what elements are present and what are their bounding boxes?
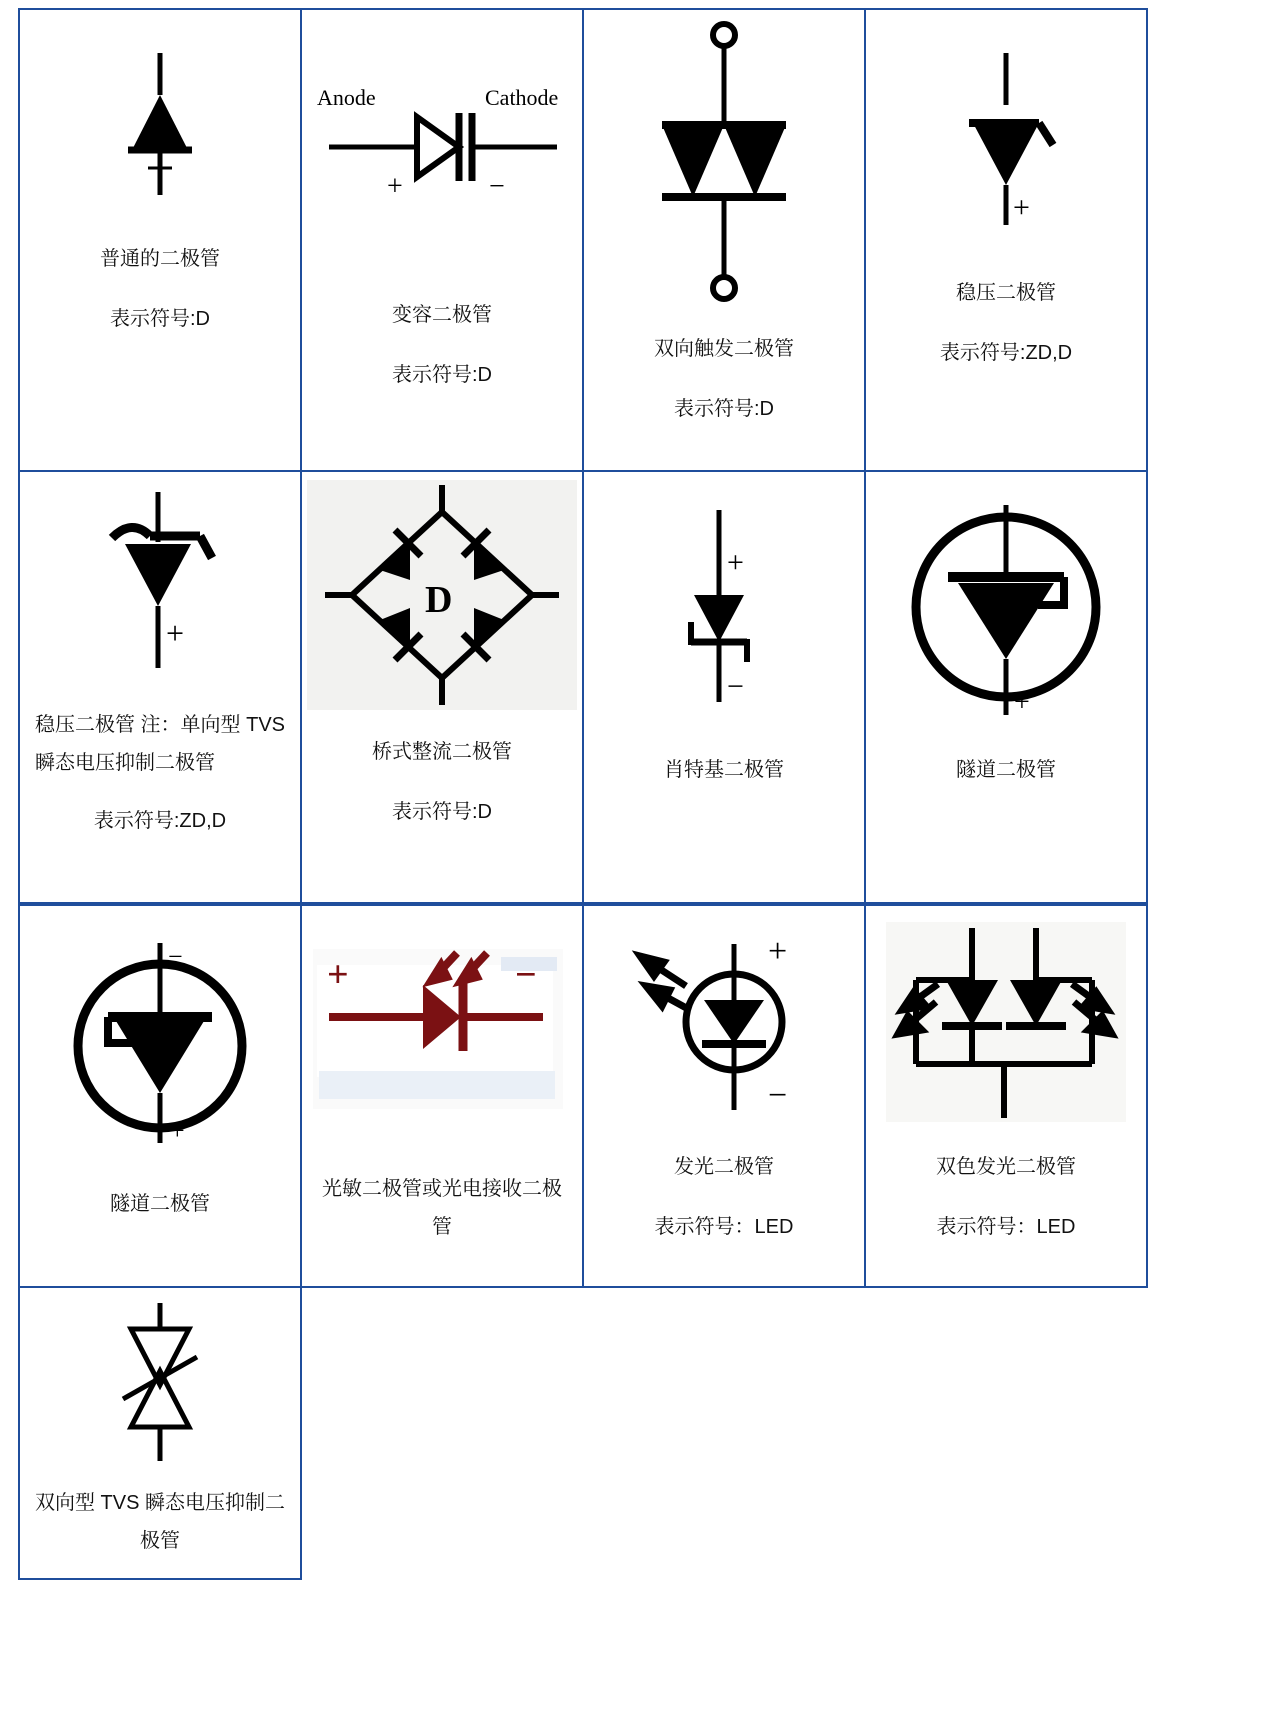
caption-photodiode: 光敏二极管或光电接收二极 管 [322, 1178, 562, 1238]
table-row [19, 471, 1147, 903]
plus-label: + [166, 615, 185, 651]
cell-schottky-diode [583, 471, 865, 903]
diode-tunnel-symbol [866, 472, 1146, 737]
diode-diac-symbol [584, 10, 864, 320]
table-row [19, 905, 1147, 1287]
caption-tunnel-diode-2: 隧道二极管 [110, 1193, 210, 1215]
cell-led [583, 905, 865, 1287]
caption-tvs-bidirectional: 双向型 TVS 瞬态电压抑制二 极管 [34, 1492, 285, 1552]
cell-empty-2 [583, 1287, 865, 1579]
diode-table-upper [18, 8, 1148, 904]
cell-empty-1 [301, 1287, 583, 1579]
plus-label: + [387, 171, 403, 202]
diode-varactor-symbol [302, 10, 582, 290]
table-row [19, 1287, 1147, 1579]
anode-label: Anode [317, 85, 376, 110]
bridge-d-label: D [425, 578, 453, 621]
diode-plain-symbol [20, 10, 300, 240]
diode-bicolor-led-symbol [866, 906, 1146, 1136]
diode-table-lower [18, 904, 1148, 1580]
cell-ordinary-diode [19, 9, 301, 471]
cell-bicolor-led [865, 905, 1147, 1287]
cell-empty-3 [865, 1287, 1147, 1579]
minus-label: − [1014, 505, 1030, 536]
cell-bridge-rectifier [301, 471, 583, 903]
diode-tunnel2-symbol [20, 906, 300, 1171]
caption-bicolor-led: 双色发光二极管 表示符号：LED [936, 1156, 1076, 1238]
table-row [19, 9, 1147, 471]
diode-schottky-symbol [584, 472, 864, 737]
caption-varactor-diode: 变容二极管 表示符号:D [392, 304, 492, 386]
diode-zener-tvs-symbol [20, 472, 300, 702]
cell-tunnel-diode-2 [19, 905, 301, 1287]
cell-diac [583, 9, 865, 471]
caption-diac: 双向触发二极管 表示符号:D [654, 338, 794, 420]
minus-label: − [514, 953, 537, 996]
cell-photodiode [301, 905, 583, 1287]
plus-label: + [170, 1116, 185, 1145]
plus-label: + [768, 932, 788, 970]
minus-label: − [168, 942, 183, 971]
diode-tvs-bi-symbol [20, 1288, 300, 1478]
cell-zener-diode [865, 9, 1147, 471]
diode-led-symbol [584, 906, 864, 1136]
caption-bridge-rectifier: 桥式整流二极管 表示符号:D [372, 741, 512, 823]
cathode-label: Cathode [485, 85, 559, 110]
diode-photo-symbol [302, 906, 582, 1166]
cell-tvs-bidirectional [19, 1287, 301, 1579]
caption-schottky-diode: 肖特基二极管 [664, 759, 784, 781]
caption-ordinary-diode: 普通的二极管 表示符号:D [100, 248, 220, 330]
minus-label: − [768, 1076, 788, 1114]
plus-label: + [1013, 191, 1030, 224]
caption-tunnel-diode: 隧道二极管 [956, 759, 1056, 781]
plus-label: + [326, 953, 349, 996]
diode-zener-symbol [866, 10, 1146, 260]
caption-tvs-unidirectional: 稳压二极管 注：单向型 TVS 瞬态电压抑制二极管 表示符号:ZD,D [34, 714, 285, 832]
minus-label: − [489, 171, 505, 202]
plus-label: + [1014, 687, 1030, 718]
caption-zener-diode: 稳压二极管 表示符号:ZD,D [939, 282, 1073, 364]
cell-varactor-diode [301, 9, 583, 471]
minus-label: − [727, 669, 744, 703]
caption-led: 发光二极管 表示符号：LED [654, 1156, 794, 1238]
cell-tvs-unidirectional [19, 471, 301, 903]
plus-label: + [727, 545, 744, 579]
cell-tunnel-diode [865, 471, 1147, 903]
diode-bridge-symbol [302, 472, 582, 717]
